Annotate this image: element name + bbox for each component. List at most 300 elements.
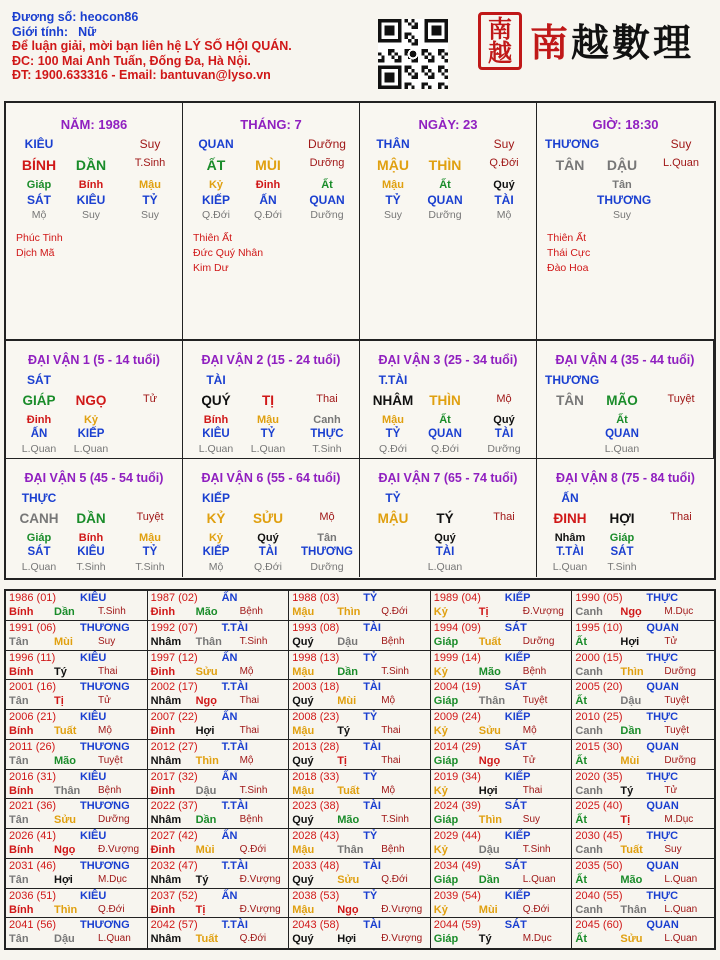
year-stage: T.Sinh — [239, 635, 268, 647]
stage-label: Q.Đới — [379, 443, 407, 455]
year-cell[interactable] — [6, 889, 148, 919]
year-label: 2012 (27) — [150, 740, 198, 753]
ten-god: T.TÀI — [556, 546, 584, 558]
year-star: KIẾP — [504, 889, 531, 902]
year-cell[interactable] — [572, 591, 714, 621]
hidden-stem: Bính — [78, 532, 104, 544]
year-cell[interactable] — [289, 621, 431, 651]
year-cell[interactable] — [289, 799, 431, 829]
ten-god: QUAN — [428, 428, 462, 440]
qr-code-icon[interactable] — [378, 19, 448, 89]
year-label: 2039 (54) — [433, 889, 481, 902]
life-stage: Thai — [670, 511, 692, 523]
year-cell[interactable] — [431, 621, 573, 651]
ten-god: QUAN — [605, 428, 639, 440]
life-stage: Tuyệt — [667, 393, 695, 405]
year-stem: Giáp — [433, 635, 459, 648]
year-star: QUAN — [646, 740, 679, 753]
pillar-state: Suy — [670, 137, 692, 151]
year-stage: Bệnh — [522, 665, 547, 677]
year-star: T.TÀI — [221, 621, 248, 634]
stage-label: Suy — [81, 209, 101, 221]
year-branch: Tị — [195, 903, 206, 916]
year-stage: Thai — [98, 665, 118, 677]
year-branch: Mão — [478, 665, 501, 678]
year-stem: Kỷ — [433, 665, 448, 678]
dai-van-title: ĐẠI VẬN 4 (35 - 44 tuổi) — [555, 353, 695, 367]
year-star: QUAN — [646, 859, 679, 872]
year-stem: Bính — [9, 903, 34, 916]
year-stem: Mậu — [292, 606, 315, 618]
year-stem: Đinh — [150, 606, 176, 618]
dai-van-cell[interactable] — [183, 341, 360, 459]
earthly-branch: HỢI — [609, 511, 635, 526]
year-star: SÁT — [504, 859, 527, 872]
year-stage: M.Dục — [522, 933, 552, 945]
year-star: KIÊU — [80, 592, 107, 604]
ten-god: TÀI — [494, 193, 514, 207]
year-stem: Đinh — [150, 903, 176, 916]
year-branch: Tý — [478, 933, 492, 946]
year-branch: Tý — [337, 725, 351, 737]
year-cell[interactable] — [572, 799, 714, 829]
year-cell[interactable] — [572, 889, 714, 919]
year-star: TỶ — [363, 651, 378, 664]
year-cell[interactable] — [289, 680, 431, 710]
gender-value: Nữ — [78, 24, 97, 39]
stage-label: Mộ — [208, 561, 224, 573]
year-label: 2035 (50) — [575, 859, 623, 872]
hidden-stem: Quý — [493, 414, 515, 426]
year-branch: Ngọ — [195, 695, 217, 708]
dai-van-cell[interactable] — [183, 459, 360, 577]
dai-van-star: TÀI — [206, 373, 226, 387]
year-label: 2010 (25) — [575, 711, 623, 723]
stage-label: L.Quan — [427, 561, 463, 573]
life-stage: T.Sinh — [134, 157, 166, 169]
year-cell[interactable] — [431, 680, 573, 710]
year-cell[interactable] — [572, 859, 714, 889]
year-label: 1999 (14) — [433, 651, 481, 664]
ten-god: TÀI — [494, 428, 514, 440]
pillar-cell[interactable] — [6, 103, 183, 339]
year-stage: Thai — [381, 754, 401, 766]
year-stem: Kỷ — [433, 784, 448, 797]
year-stem: Canh — [575, 606, 603, 618]
year-cell[interactable] — [148, 770, 290, 800]
year-branch: Hợi — [337, 933, 357, 946]
year-branch: Dần — [478, 873, 500, 886]
year-label: 2004 (19) — [433, 681, 481, 694]
year-cell[interactable] — [289, 651, 431, 681]
year-cell[interactable] — [148, 859, 290, 889]
year-branch: Mùi — [195, 844, 215, 856]
year-stem: Giáp — [433, 873, 459, 886]
hidden-stem: Tân — [317, 532, 337, 544]
year-branch: Sửu — [337, 873, 360, 886]
year-cell[interactable] — [289, 591, 431, 621]
hidden-stem: Kỷ — [83, 414, 99, 426]
year-label: 2025 (40) — [575, 800, 623, 813]
stage-label: Suy — [383, 209, 403, 221]
year-cell[interactable] — [6, 770, 148, 800]
year-stage: Dưỡng — [664, 754, 696, 766]
year-stem: Tân — [9, 695, 29, 708]
year-label: 2028 (43) — [292, 830, 340, 842]
year-stage: Đ.Vượng — [522, 606, 564, 617]
hidden-stem: Giáp — [26, 532, 52, 544]
year-branch: Sửu — [478, 725, 501, 737]
stage-label: Q.Đới — [254, 561, 282, 573]
year-cell[interactable] — [6, 918, 148, 948]
special-stars — [16, 231, 63, 261]
year-star: TÀI — [363, 621, 381, 634]
special-star: Thái Cực — [547, 247, 591, 259]
year-stage: Đ.Vượng — [239, 873, 281, 885]
year-cell[interactable] — [572, 710, 714, 740]
special-star: Đức Quý Nhân — [193, 247, 264, 259]
year-cell[interactable] — [148, 621, 290, 651]
year-stage: Dưỡng — [664, 665, 696, 677]
life-stage: Mộ — [496, 393, 512, 405]
year-branch: Mão — [620, 873, 643, 886]
year-star: THƯƠNG — [80, 740, 130, 753]
year-star: ẤN — [221, 651, 238, 664]
year-cell[interactable] — [289, 770, 431, 800]
year-cell[interactable] — [289, 710, 431, 740]
year-star: THƯƠNG — [80, 859, 130, 872]
year-cell[interactable] — [572, 829, 714, 859]
year-label: 2021 (36) — [9, 800, 57, 813]
stage-label: T.Sinh — [135, 561, 165, 573]
hidden-stem: Mậu — [257, 414, 279, 426]
year-label: 2019 (34) — [433, 770, 481, 783]
year-cell[interactable] — [148, 591, 290, 621]
year-branch: Thìn — [478, 814, 503, 827]
ten-god: TỶ — [142, 193, 158, 207]
heavenly-stem: MẬU — [377, 157, 409, 173]
year-branch: Thìn — [337, 606, 361, 618]
year-branch: Dần — [620, 725, 642, 737]
year-branch: Thân — [195, 635, 222, 648]
year-label: 2044 (59) — [433, 919, 481, 932]
life-stage: Q.Đới — [489, 157, 519, 169]
year-stage: Bệnh — [381, 844, 405, 855]
year-stage: Tuyệt — [98, 754, 123, 766]
year-cell[interactable] — [572, 621, 714, 651]
contact-note: Để luận giải, mời bạn liên hệ LÝ SỐ HỘI QUÁN. — [12, 39, 292, 53]
hidden-stem: Giáp — [609, 532, 635, 544]
year-branch: Dậu — [54, 933, 75, 946]
stage-label: T.Sinh — [312, 443, 342, 455]
heavenly-stem: ẤT — [206, 157, 226, 173]
ten-god: TÀI — [258, 546, 278, 558]
earthly-branch: TÝ — [436, 511, 454, 526]
life-stage: Thai — [493, 511, 515, 523]
year-stage: Thai — [522, 784, 543, 796]
year-stage: Mộ — [239, 754, 254, 766]
heavenly-stem: CANH — [19, 511, 59, 526]
year-cell[interactable] — [6, 859, 148, 889]
ten-god: SÁT — [610, 546, 634, 558]
year-stage: L.Quan — [522, 873, 556, 885]
ten-god: THƯƠNG — [301, 546, 353, 558]
year-label: 2041 (56) — [9, 919, 57, 932]
year-branch: Thân — [337, 844, 364, 856]
year-stage: Q.Đới — [381, 873, 408, 885]
year-stage: Dưỡng — [522, 635, 555, 647]
year-star: ẤN — [221, 830, 238, 842]
year-star: TỶ — [363, 592, 378, 604]
year-cell[interactable] — [431, 799, 573, 829]
year-cell[interactable] — [431, 889, 573, 919]
year-cell[interactable] — [148, 889, 290, 919]
year-stem: Nhâm — [150, 754, 182, 767]
year-star: ẤN — [221, 592, 238, 604]
year-branch: Ngọ — [54, 844, 76, 856]
year-label: 2036 (51) — [9, 889, 57, 902]
year-cell[interactable] — [572, 651, 714, 681]
stage-label: L.Quan — [21, 561, 57, 573]
year-cell[interactable] — [572, 770, 714, 800]
life-stage: Tử — [142, 393, 158, 405]
hidden-stem: Quý — [434, 532, 456, 544]
year-stem: Canh — [575, 725, 603, 737]
year-branch: Dậu — [195, 784, 217, 797]
year-cell[interactable] — [572, 680, 714, 710]
year-cell[interactable] — [431, 740, 573, 770]
stage-label: Q.Đới — [254, 209, 282, 221]
year-label: 2006 (21) — [9, 711, 57, 723]
year-star: TÀI — [363, 681, 381, 694]
pillar-title: NĂM: 1986 — [60, 117, 128, 132]
year-label: 2042 (57) — [150, 919, 198, 932]
pillar-title: THÁNG: 7 — [240, 117, 302, 132]
hidden-stem: Ất — [439, 179, 451, 191]
dai-van-title: ĐẠI VẬN 1 (5 - 14 tuổi) — [28, 353, 160, 367]
dai-van-cell[interactable] — [360, 459, 537, 577]
year-star: KIẾP — [504, 830, 531, 842]
year-cell[interactable] — [289, 889, 431, 919]
heavenly-stem: NHÂM — [372, 393, 414, 408]
earthly-branch: THÌN — [429, 393, 461, 408]
year-star: SÁT — [504, 740, 527, 753]
year-cell[interactable] — [289, 829, 431, 859]
year-branch: Mão — [195, 606, 218, 618]
year-cell[interactable] — [148, 651, 290, 681]
dai-van-cell[interactable] — [537, 341, 714, 459]
year-stem: Quý — [292, 933, 314, 946]
year-cell[interactable] — [148, 829, 290, 859]
year-cell[interactable] — [148, 740, 290, 770]
year-star: T.TÀI — [221, 681, 248, 694]
year-cell[interactable] — [572, 918, 714, 948]
year-branch: Tị — [54, 695, 64, 708]
owner-name: Đương số: heocon86 — [12, 10, 139, 24]
ten-god: TỶ — [142, 546, 158, 558]
ten-god: QUAN — [309, 193, 345, 207]
year-stage: Q.Đới — [239, 844, 267, 855]
gender-label: Giới tính: — [12, 24, 69, 39]
life-stage: Thai — [316, 393, 338, 405]
ten-god: SÁT — [27, 546, 51, 558]
stage-label: Dưỡng — [487, 443, 521, 455]
year-label: 2030 (45) — [575, 830, 623, 842]
year-branch: Dần — [195, 814, 217, 827]
life-stage: Mộ — [319, 511, 335, 523]
heavenly-stem: TÂN — [555, 157, 585, 173]
dai-van-cell[interactable] — [537, 459, 714, 577]
year-label: 1993 (08) — [292, 621, 340, 634]
year-stem: Quý — [292, 814, 314, 827]
year-cell[interactable] — [431, 710, 573, 740]
year-cell[interactable] — [6, 621, 148, 651]
year-label: 1990 (05) — [575, 592, 623, 604]
year-branch: Tuất — [195, 933, 218, 946]
year-branch: Mùi — [337, 695, 357, 708]
pillar-state: Dưỡng — [308, 137, 346, 151]
year-stem: Canh — [575, 665, 603, 678]
year-label: 1997 (12) — [150, 651, 198, 664]
year-label: 1998 (13) — [292, 651, 340, 664]
year-stem: Quý — [292, 754, 314, 767]
pillar-cell[interactable] — [537, 103, 714, 339]
hidden-stem: Nhâm — [554, 532, 586, 544]
year-cell[interactable] — [148, 799, 290, 829]
year-stem: Nhâm — [150, 933, 182, 946]
dai-van-star: TỶ — [385, 491, 401, 505]
year-cell[interactable] — [572, 740, 714, 770]
year-stem: Ất — [575, 754, 587, 767]
year-stem: Bính — [9, 606, 34, 618]
year-star: KIÊU — [80, 711, 107, 723]
year-label: 2007 (22) — [150, 711, 198, 723]
stage-label: L.Quan — [73, 443, 109, 455]
year-label: 2017 (32) — [150, 770, 198, 783]
year-stage: Suy — [522, 814, 541, 826]
year-cell[interactable] — [289, 740, 431, 770]
year-stem: Canh — [575, 784, 603, 797]
year-star: TỶ — [363, 770, 378, 783]
hidden-stem: Ất — [439, 414, 451, 426]
year-stem: Mậu — [292, 784, 315, 797]
year-cell[interactable] — [6, 740, 148, 770]
year-star: KIẾP — [504, 711, 531, 723]
annual-luck-grid — [4, 589, 716, 950]
year-label: 1994 (09) — [433, 621, 481, 634]
year-stage: L.Quan — [664, 933, 698, 945]
year-star: QUAN — [646, 800, 679, 813]
year-branch: Tị — [337, 754, 347, 767]
year-cell[interactable] — [6, 799, 148, 829]
special-star: Phúc Tinh — [16, 232, 63, 244]
year-cell[interactable] — [289, 918, 431, 948]
earthly-branch: SỬU — [253, 511, 283, 526]
year-cell[interactable] — [431, 829, 573, 859]
year-star: T.TÀI — [221, 740, 248, 753]
ten-god: TÀI — [435, 546, 455, 558]
year-star: SÁT — [504, 919, 527, 932]
year-branch: Dậu — [620, 695, 642, 708]
year-label: 2023 (38) — [292, 800, 340, 813]
dai-van-cell[interactable] — [360, 341, 537, 459]
year-cell[interactable] — [148, 918, 290, 948]
year-cell[interactable] — [6, 829, 148, 859]
year-label: 2026 (41) — [9, 830, 57, 842]
pillar-cell[interactable] — [183, 103, 360, 339]
year-star: KIÊU — [80, 889, 107, 902]
dai-van-cell[interactable] — [6, 341, 183, 459]
year-stage: Suy — [98, 635, 116, 647]
hidden-stem: Kỷ — [208, 532, 224, 544]
stage-label: L.Quan — [552, 561, 588, 573]
year-cell[interactable] — [148, 710, 290, 740]
hidden-stem: Quý — [493, 179, 515, 191]
year-stage: Thai — [239, 695, 260, 707]
year-cell[interactable] — [6, 591, 148, 621]
year-label: 1986 (01) — [9, 592, 57, 604]
stage-label: Dưỡng — [310, 561, 344, 573]
year-stage: T.Sinh — [98, 606, 126, 617]
year-cell[interactable] — [148, 680, 290, 710]
year-stage: Mộ — [522, 725, 537, 736]
ten-god: QUAN — [427, 193, 463, 207]
life-stage: Tuyệt — [136, 511, 164, 523]
year-label: 2005 (20) — [575, 681, 623, 694]
year-stem: Kỷ — [433, 844, 448, 856]
logo-text: 南越數理 — [530, 20, 695, 65]
year-stage: Bệnh — [239, 814, 263, 826]
hidden-stem: Đinh — [255, 179, 281, 191]
year-stem: Mậu — [292, 725, 315, 737]
stage-label: Suy — [140, 209, 160, 221]
year-cell[interactable] — [6, 710, 148, 740]
year-cell[interactable] — [6, 680, 148, 710]
hidden-stem: Ất — [616, 414, 628, 426]
year-cell[interactable] — [431, 651, 573, 681]
year-stage: Suy — [664, 844, 682, 855]
year-cell[interactable] — [289, 859, 431, 889]
dai-van-star: T.TÀI — [378, 373, 408, 387]
year-cell[interactable] — [431, 859, 573, 889]
earthly-branch: DẦN — [75, 157, 107, 173]
year-cell[interactable] — [431, 591, 573, 621]
year-stage: Tử — [664, 635, 678, 647]
year-cell[interactable] — [431, 770, 573, 800]
ten-god: ẤN — [30, 428, 48, 440]
year-stage: M.Dục — [98, 873, 127, 885]
ten-god: THƯƠNG — [597, 193, 652, 207]
dai-van-grid — [4, 341, 716, 580]
year-stem: Tân — [9, 873, 29, 886]
year-branch: Tuất — [478, 635, 502, 648]
year-stem: Nhâm — [150, 695, 182, 708]
pillar-cell[interactable] — [360, 103, 537, 339]
special-star: Đào Hoa — [547, 262, 589, 274]
hidden-stem: Mậu — [139, 532, 161, 544]
year-cell[interactable] — [6, 651, 148, 681]
earthly-branch: DẬU — [606, 157, 638, 173]
year-stage: Bệnh — [381, 635, 405, 647]
year-star: T.TÀI — [221, 800, 248, 813]
dai-van-star: ẤN — [561, 491, 579, 505]
year-stem: Đinh — [150, 784, 176, 797]
ten-god: KIẾP — [202, 546, 230, 558]
dai-van-cell[interactable] — [6, 459, 183, 577]
heavenly-stem: BÍNH — [21, 157, 57, 173]
stage-label: L.Quan — [604, 443, 640, 455]
year-cell[interactable] — [431, 918, 573, 948]
